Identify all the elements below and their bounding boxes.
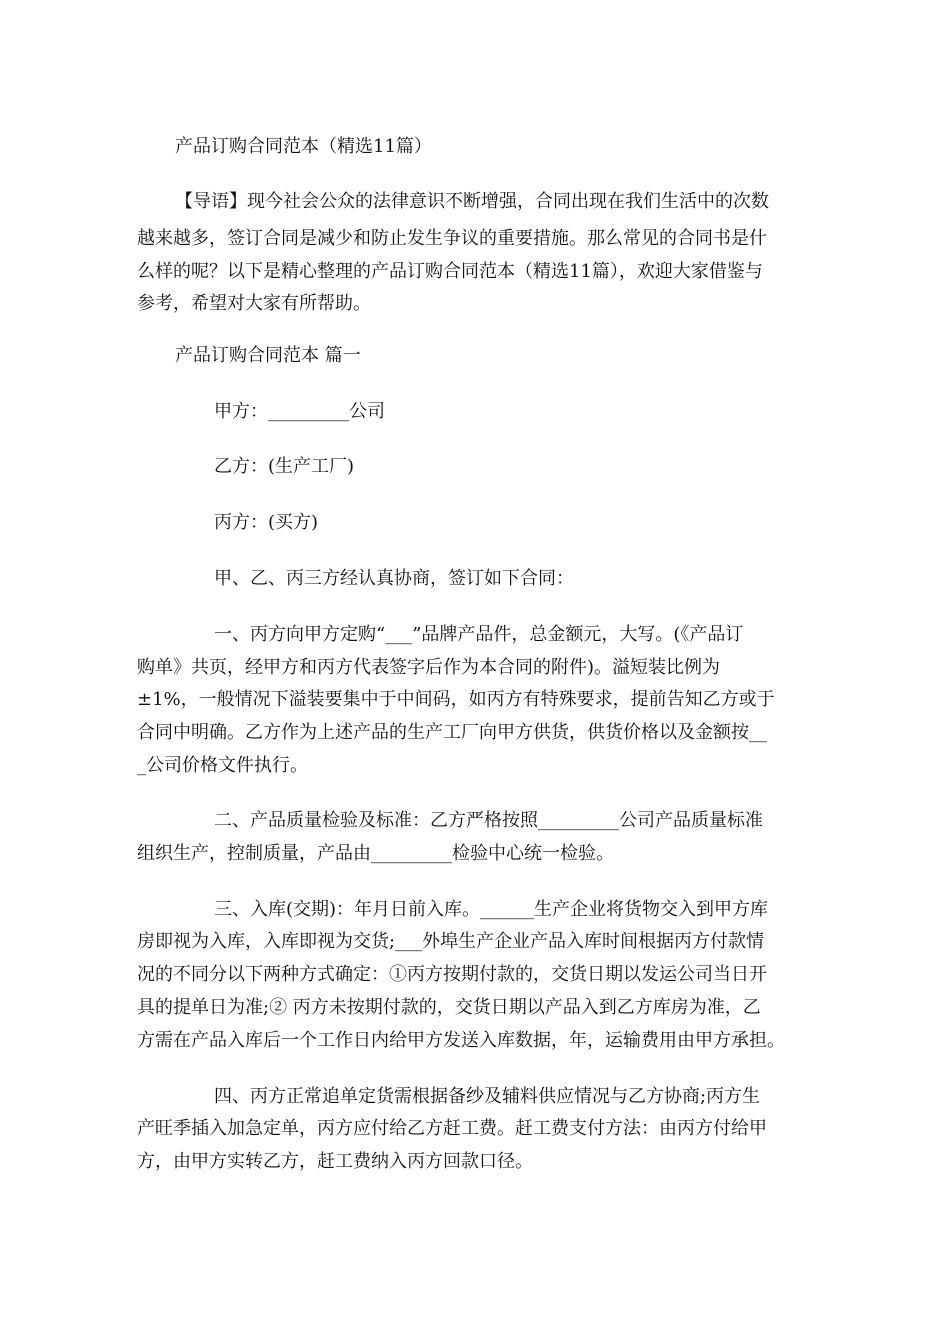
clause-4-line-3: 方，由甲方实转乙方，赶工费纳入丙方回款口径。 [137,1151,533,1172]
intro-line-3: 么样的呢？以下是精心整理的产品订购合同范本（精选11篇），欢迎大家借鉴与 [137,261,763,282]
clause-4-line-2: 产旺季插入加急定单，丙方应付给乙方赶工费。赶工费支付方法：由丙方付给甲 [137,1118,767,1139]
clause-1-line-5: _公司价格文件执行。 [137,755,308,776]
agreement-statement: 甲、乙、丙三方经认真协商，签订如下合同： [214,568,574,589]
intro-line-2: 越来越多，签订合同是减少和防止发生争议的重要措施。那么常见的合同书是什 [137,228,767,249]
section-title: 产品订购合同范本 篇一 [175,345,361,366]
clause-1-line-2: 购单》共页，经甲方和丙方代表签字后作为本合同的附件)。溢短装比例为 [137,657,721,678]
clause-1-line-4: 合同中明确。乙方作为上述产品的生产工厂向甲方供货，供货价格以及金额按__ [137,722,767,743]
party-c: 丙方：(买方) [214,512,319,533]
clause-2-line-1: 二、产品质量检验及标准：乙方严格按照_________公司产品质量标准 [214,810,763,831]
intro-line-1: 【导语】现今社会公众的法律意识不断增强，合同出现在我们生活中的次数 [175,191,769,212]
document-title: 产品订购合同范本（精选11篇） [175,136,432,157]
clause-3-line-4: 具的提单日为准;② 丙方未按期付款的，交货日期以产品入到乙方库房为准，乙 [137,997,761,1018]
clause-3-line-1: 三、入库(交期)：年月日前入库。______生产企业将货物交入到甲方库 [214,899,769,920]
clause-1-line-1: 一、丙方向甲方定购“___”品牌产品件，总金额元，大写。(《产品订 [214,624,744,645]
party-b: 乙方：(生产工厂) [214,456,355,477]
intro-line-4: 参考，希望对大家有所帮助。 [137,293,371,314]
clause-1-line-3: ±1%，一般情况下溢装要集中于中间码，如丙方有特殊要求，提前告知乙方或于 [137,689,775,710]
clause-3-line-3: 况的不同分以下两种方式确定：①丙方按期付款的，交货日期以发运公司当日开 [137,964,767,985]
clause-2-line-2: 组织生产，控制质量，产品由_________检验中心统一检验。 [137,843,614,864]
clause-3-line-2: 房即视为入库，入库即视为交货;___外埠生产企业产品入库时间根据丙方付款情 [137,931,765,952]
party-a: 甲方：_________公司 [214,401,385,422]
clause-3-line-5: 方需在产品入库后一个工作日内给甲方发送入库数据，年，运输费用由甲方承担。 [137,1030,785,1051]
clause-4-line-1: 四、丙方正常追单定货需根据备纱及辅料供应情况与乙方协商;丙方生 [214,1086,761,1107]
